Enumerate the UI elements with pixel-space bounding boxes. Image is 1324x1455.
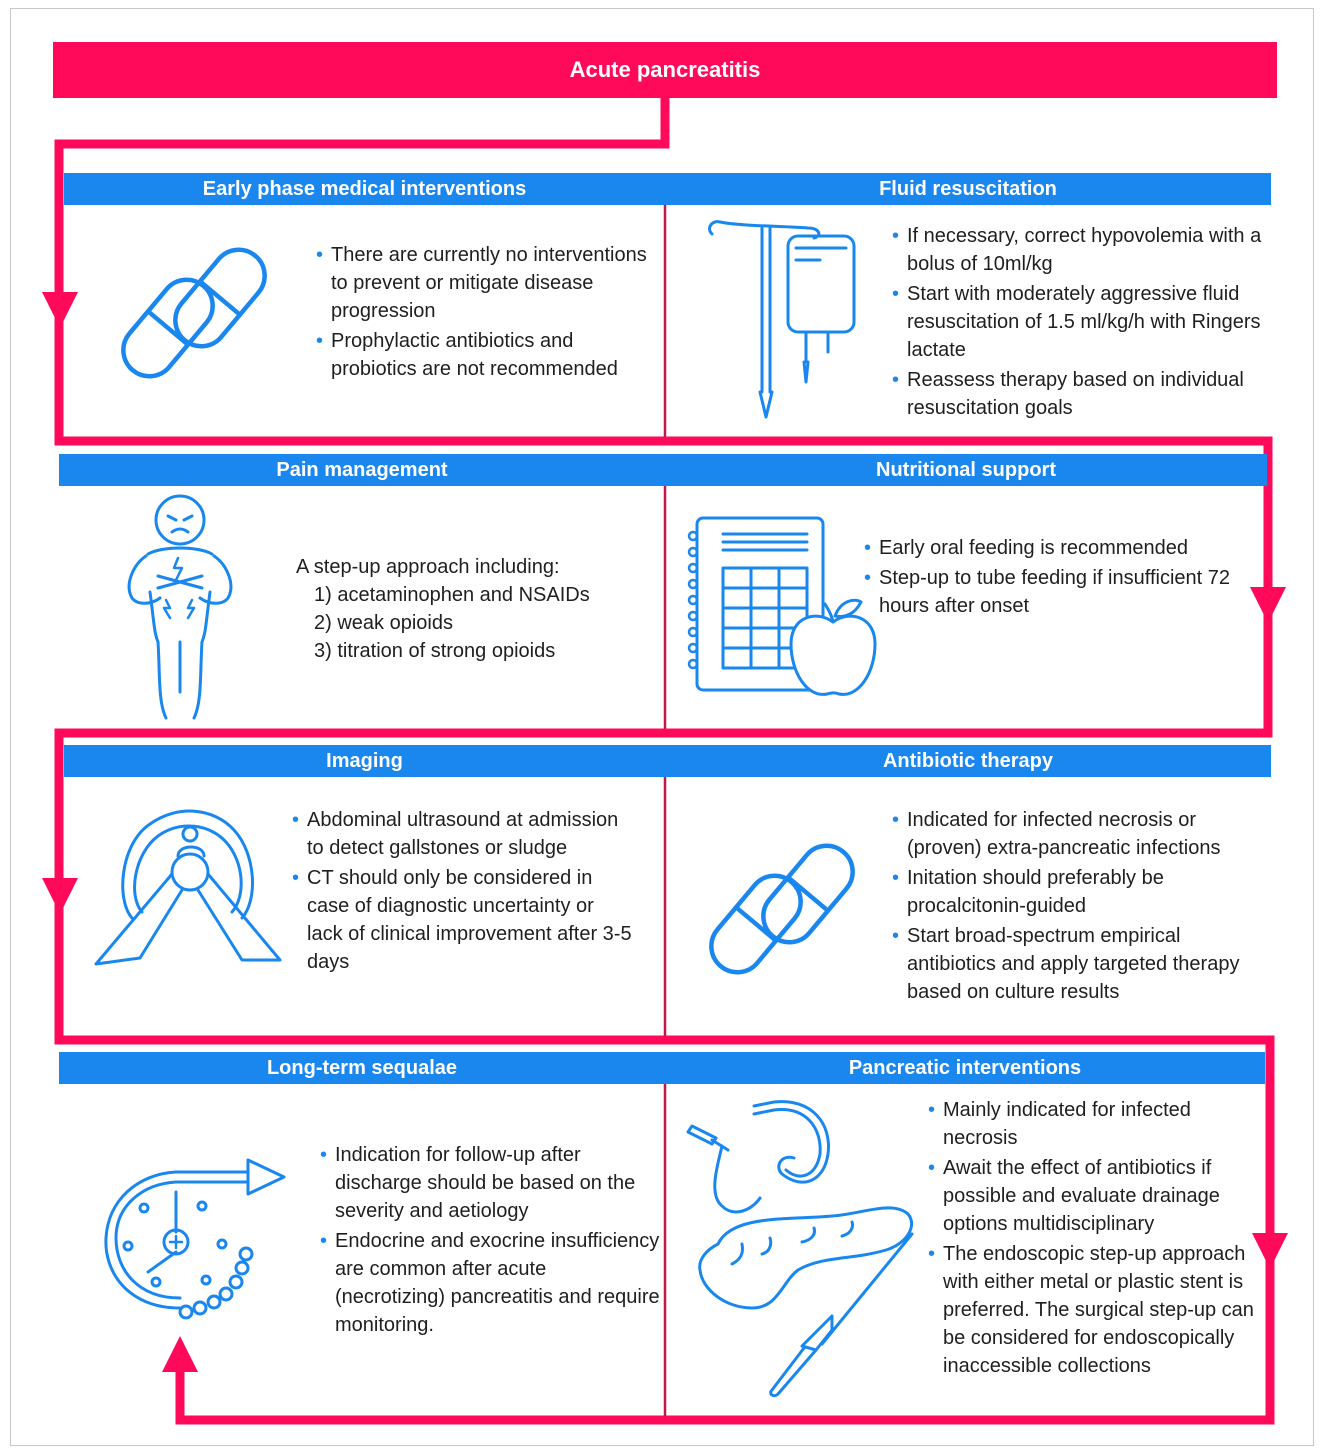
panel-header-imaging: Imaging [64, 745, 665, 777]
early-bullet-2: • Prophylactic antibiotics and probiotics are not recommended [316, 327, 656, 383]
panel-text-imaging [292, 806, 632, 978]
pills-icon [708, 836, 858, 976]
panel-text-nutrition [864, 534, 1259, 622]
flow-arrow-up-5 [162, 1336, 198, 1372]
pain-step-3: 3) titration of strong opioids [314, 640, 556, 662]
longterm-bullet-1: • Indication for follow-up after discharge should be based on the severity and aetiology [320, 1141, 660, 1225]
iv-drip-icon [700, 212, 870, 427]
interventions-bullet-1: • Mainly indicated for infected necrosis [928, 1096, 1268, 1152]
notebook-apple-icon [685, 512, 880, 707]
panel-header-fluid: Fluid resuscitation [665, 173, 1271, 205]
flow-arrow-down-3 [42, 878, 78, 914]
panel-header-interventions: Pancreatic interventions [665, 1052, 1265, 1084]
fluid-bullet-2: • Start with moderately aggressive fluid resuscitation of 1.5 ml/kg/h with Ringers lactate [892, 280, 1262, 364]
interventions-bullet-3: • The endoscopic step-up approach with either metal or plastic stent is preferred. The surgical step-up can be considered for endoscopically inaccessible collections [928, 1240, 1268, 1380]
ct-scanner-icon [92, 800, 282, 970]
panel-header-early: Early phase medical interventions [64, 173, 665, 205]
nutrition-bullet-1: • Early oral feeding is recommended [864, 534, 1259, 562]
panel-text-longterm [320, 1141, 660, 1341]
panel-text-pain [296, 553, 636, 665]
nutrition-bullet-2: • Step-up to tube feeding if insufficient 72 hours after onset [864, 564, 1259, 620]
antibiotic-bullet-2: • Initation should preferably be procalcitonin-guided [892, 864, 1262, 920]
early-bullet-1: • There are currently no interventions to prevent or mitigate disease progression [316, 241, 656, 325]
antibiotic-bullet-1: • Indicated for infected necrosis or (proven) extra-pancreatic infections [892, 806, 1262, 862]
antibiotic-bullet-3: • Start broad-spectrum empirical antibiotics and apply targeted therapy based on culture results [892, 922, 1262, 1006]
pancreas-scalpel-icon [682, 1094, 922, 1404]
imaging-bullet-1: • Abdominal ultrasound at admission to detect gallstones or sludge [292, 806, 632, 862]
panel-header-antibiotic: Antibiotic therapy [665, 745, 1271, 777]
fluid-bullet-3: • Reassess therapy based on individual resuscitation goals [892, 366, 1262, 422]
clock-arrow-icon [98, 1152, 290, 1322]
person-in-pain-icon [118, 492, 248, 722]
panel-text-early [316, 241, 656, 385]
pain-step-1: 1) acetaminophen and NSAIDs [314, 584, 590, 606]
fluid-bullet-1: • If necessary, correct hypovolemia with a bolus of 10ml/kg [892, 222, 1262, 278]
pills-icon [120, 240, 270, 380]
panel-header-longterm: Long-term sequalae [59, 1052, 665, 1084]
panel-text-antibiotic [892, 806, 1262, 1008]
interventions-bullet-2: • Await the effect of antibiotics if possible and evaluate drainage options multidisciplinary [928, 1154, 1268, 1238]
pain-intro: A step-up approach including: [296, 556, 560, 578]
flow-arrow-down-1 [42, 292, 78, 328]
pain-step-2: 2) weak opioids [314, 612, 453, 634]
panel-header-pain: Pain management [59, 454, 665, 486]
longterm-bullet-2: • Endocrine and exocrine insufficiency are common after acute (necrotizing) pancreatitis and require monitoring. [320, 1227, 660, 1339]
panel-text-interventions [928, 1096, 1268, 1382]
main-title-banner: Acute pancreatitis [53, 42, 1277, 98]
panel-header-nutrition: Nutritional support [665, 454, 1267, 486]
panel-text-fluid [892, 222, 1262, 424]
imaging-bullet-2: • CT should only be considered in case of diagnostic uncertainty or lack of clinical improvement after 3-5 days [292, 864, 632, 976]
